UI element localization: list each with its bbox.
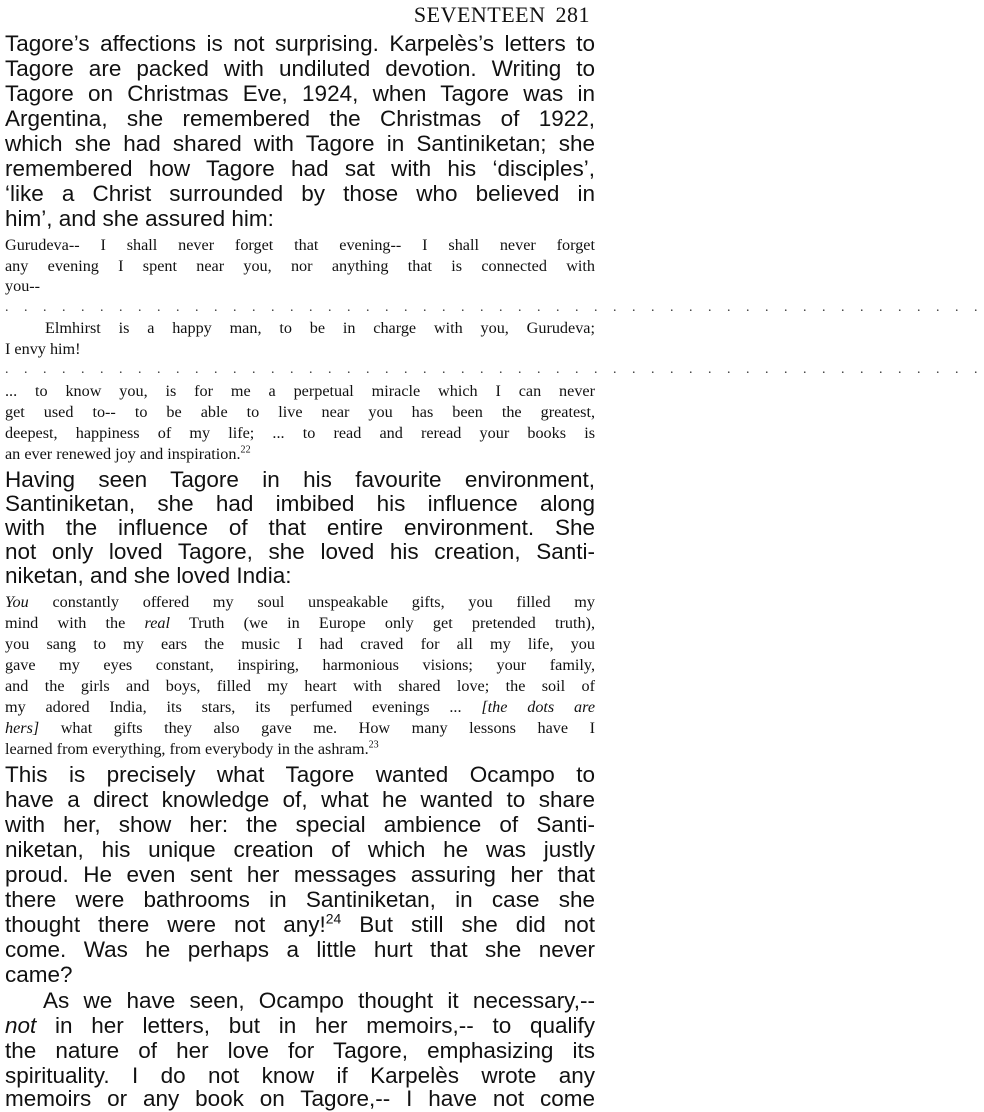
paragraph-line: not in her letters, but in her memoirs,-- to qualify (5, 1013, 595, 1038)
paragraph-line: him’, and she assured him: (5, 206, 274, 231)
paragraph-line: with the influence of that entire environment. She (5, 515, 595, 540)
quote-line: hers] what gifts they also gave me. How many lessons have I (5, 719, 595, 737)
paragraph-line: have a direct knowledge of, what he wanted to share (5, 787, 595, 812)
paragraph-line: proud. He even sent her messages assuring her that (5, 862, 595, 887)
ellipsis-separator: . . . . . . . . . . . . . . . . . . . . . . . . . . . . . . . . . . . . . . . . . . . . . . . . . . . . (5, 362, 984, 377)
paragraph-line: came? (5, 962, 73, 987)
paragraph-line: Argentina, she remembered the Christmas of 1922, (5, 106, 595, 131)
quote-line: I envy him! (5, 340, 81, 358)
paragraph-line: Tagore are packed with undiluted devotion. Writing to (5, 56, 595, 81)
ellipsis-separator: . . . . . . . . . . . . . . . . . . . . . . . . . . . . . . . . . . . . . . . . . . . . . . . . . . . . (5, 300, 984, 315)
paragraph-line: ‘like a Christ surrounded by those who believed in (5, 181, 595, 206)
paragraph-line: thought there were not any!$^{24}$ But still she did not (5, 910, 595, 937)
footnote-ref: 23 (368, 739, 379, 751)
quote-line: and the girls and boys, filled my heart with shared love; the soil of (5, 677, 595, 695)
paragraph-line: with her, show her: the special ambience of Santi- (5, 812, 595, 837)
paragraph-line: which she had shared with Tagore in Santiniketan; she (5, 131, 595, 156)
quote-line: Elmhirst is a happy man, to be in charge with you, Gurudeva; (45, 319, 595, 337)
quote-line: Gurudeva-- I shall never forget that evening-- I shall never forget (5, 236, 595, 254)
quote-line: deepest, happiness of my life; ... to read and reread your books is (5, 424, 595, 442)
paragraph-line: remembered how Tagore had sat with his ‘disciples’, (5, 156, 595, 181)
paragraph-line: Having seen Tagore in his favourite environment, (5, 467, 595, 492)
quote-line: an ever renewed joy and inspiration.$^{22}$ (5, 444, 251, 463)
quote-line: get used to-- to be able to live near you has been the greatest, (5, 403, 595, 421)
paragraph-line: the nature of her love for Tagore, emphasizing its (5, 1038, 595, 1063)
paragraph-line: not only loved Tagore, she loved his creation, Santi- (5, 539, 595, 564)
running-header (414, 2, 590, 28)
quote-line: you-- (5, 277, 41, 295)
chapter-title: SEVENTEEN (413, 2, 546, 27)
paragraph-line: niketan, and she loved India: (5, 563, 292, 588)
paragraph-line: Tagore’s affections is not surprising. Karpelès’s letters to (5, 31, 595, 56)
paragraph-line: memoirs or any book on Tagore,-- I have not come (5, 1086, 595, 1111)
quote-line: you sang to my ears the music I had craved for all my life, you (5, 635, 595, 653)
paragraph-line: Tagore on Christmas Eve, 1924, when Tagore was in (5, 81, 595, 106)
footnote-ref: 22 (240, 444, 251, 456)
paragraph-line: there were bathrooms in Santiniketan, in case she (5, 887, 595, 912)
paragraph-line: niketan, his unique creation of which he was justly (5, 837, 595, 862)
paragraph-line: Santiniketan, she had imbibed his influence along (5, 491, 595, 516)
quote-line: You constantly offered my soul unspeakable gifts, you filled my (5, 593, 595, 611)
footnote-ref: 24 (325, 910, 342, 927)
quote-line: mind with the real Truth (we in Europe only get pretended truth), (5, 614, 595, 632)
paragraph-line: As we have seen, Ocampo thought it necessary,-- (43, 988, 595, 1013)
quote-line: my adored India, its stars, its perfumed evenings ... [the dots are (5, 698, 595, 716)
page-number: 281 (555, 2, 590, 27)
quote-line: learned from everything, from everybody in the ashram.$^{23}$ (5, 739, 379, 758)
quote-line: gave my eyes constant, inspiring, harmonious visions; your family, (5, 656, 595, 674)
paragraph-line: spirituality. I do not know if Karpelès wrote any (5, 1063, 595, 1088)
quote-line: any evening I spent near you, nor anything that is connected with (5, 257, 595, 275)
quote-line: ... to know you, is for me a perpetual miracle which I can never (5, 382, 595, 400)
paragraph-line: This is precisely what Tagore wanted Ocampo to (5, 762, 595, 787)
paragraph-line: come. Was he perhaps a little hurt that she never (5, 937, 595, 962)
